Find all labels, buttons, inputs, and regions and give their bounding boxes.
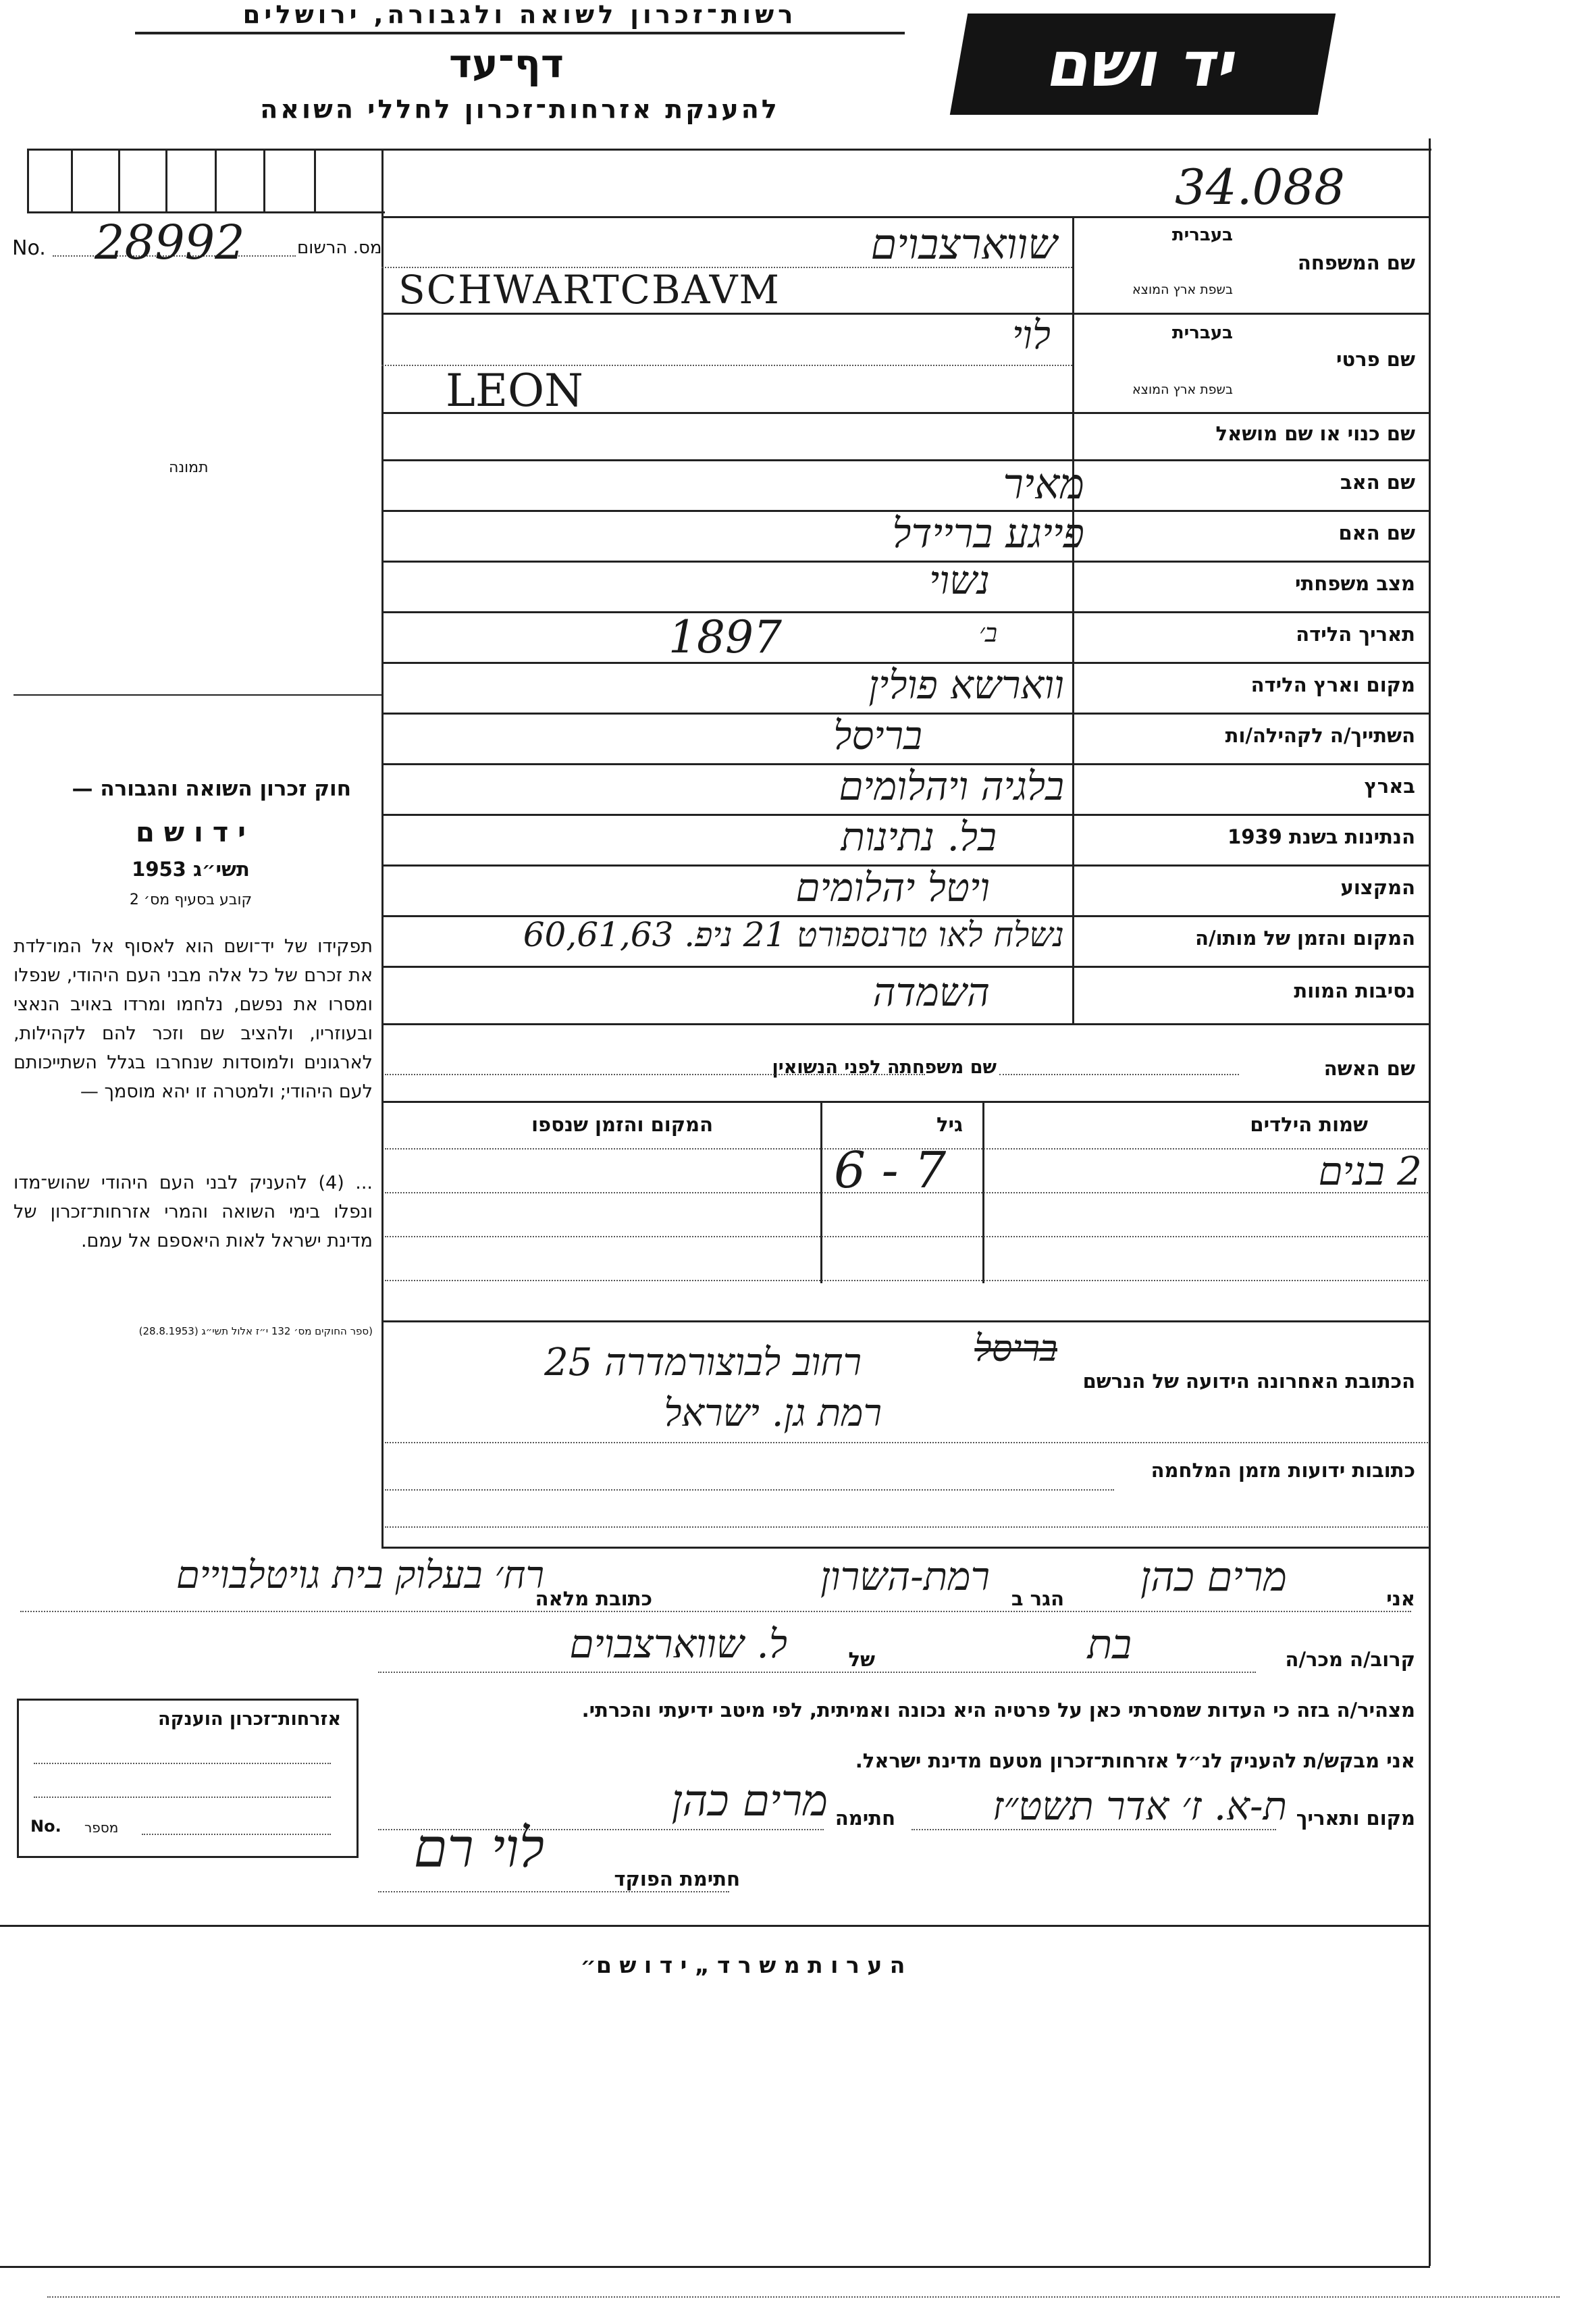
official-signature: לוי רם: [413, 1817, 544, 1880]
of-label: של: [848, 1648, 875, 1671]
official-label: חתימת הפוקד: [614, 1867, 740, 1890]
witness-i-label: אני: [1386, 1587, 1415, 1610]
place-date-value: ת-א. ז׳ אדר תשט״ז: [993, 1783, 1287, 1829]
last-address-struck: בריסל: [974, 1327, 1057, 1370]
signature-label: חתימה: [835, 1807, 895, 1830]
law-body: תפקידו של יד־ושם הוא לאסוף אל המו־לדת את זכרם של כל אלה מבני העם היהודי, שנפלו ומסרו את נפשם, נלחמו ומרדו באויב הנאצי ובעוזריו, ולהציב שם וזכר להם לקהילות, לארגונים ולמוסדות שנחרבו בגלל השתייכותם לעם היהודי; ולמטרה זו יהא מוסמך —: [14, 936, 373, 1102]
law-name: י ד ו ש ם: [136, 817, 246, 848]
relation-label: קרוב/ה מכר/ה: [1285, 1648, 1415, 1671]
law-item-4: ... (4) להעניק לבני העם היהודי שהוש־מדו ונפלו בימי השואה והמרי אזרחות־זכרון של מדינת ישראל לאות היאספם אל עמם.: [14, 1172, 373, 1251]
registration-number: 28992: [95, 215, 245, 270]
law-year: תשי״ג 1953: [132, 858, 250, 881]
surname-hebrew-value: שווארצבוים: [870, 220, 1057, 269]
surname-latin-value: SCHWARTCBAVM: [398, 267, 781, 313]
wartime-addresses-label: כתובות ידועות מזמן המלחמה: [1151, 1459, 1415, 1482]
witness-city: רמת-השרון: [820, 1553, 990, 1599]
yad-vashem-logo: יד ושם: [950, 14, 1336, 115]
relation-value: בת: [1087, 1621, 1132, 1668]
death-place-label: המקום והזמן של מותו/ה: [1195, 927, 1415, 950]
community-label: השתייך/ה לקהילה/ות: [1225, 724, 1415, 747]
birth-date-mark: ב׳: [979, 618, 998, 648]
wife-label: שם האשה: [1323, 1057, 1415, 1080]
death-cause-label: נסיבות המוות: [1294, 979, 1415, 1002]
marital-value: נשוי: [929, 557, 990, 603]
birth-date-label: תאריך הלידה: [1296, 623, 1415, 646]
death-cause-value: השמדה: [872, 969, 990, 1015]
country-value: בלגיה ויהלומים: [839, 763, 1064, 809]
signature-value: מרים כהן: [671, 1776, 828, 1826]
citizenship-label: הנתינות בשנת 1939: [1227, 825, 1415, 848]
law-title: חוק זכרון השואה והגבורה —: [72, 777, 351, 801]
father-value: מאיר: [1003, 459, 1084, 509]
country-label: בארץ: [1364, 775, 1415, 798]
request-text: אני מבקש/ת להעניק לנ״ל אזרחות־זכרון מטעם מדינת ישראל.: [855, 1749, 1415, 1772]
wife-maiden-label: שם משפחתה לפני הנשואין: [772, 1057, 997, 1078]
place-date-label: מקום ותאריך: [1296, 1807, 1415, 1830]
law-clause: קובע בסעיף מס׳ 2: [129, 892, 253, 908]
memorial-box-number-label: מספר: [84, 1819, 119, 1836]
last-address-value: רחוב לבוצורמדרה 25: [544, 1341, 862, 1385]
witness-address-label: כתובת מלאה: [535, 1587, 652, 1610]
profession-value: ויטל יהלומים: [795, 864, 990, 910]
form-subtitle: להענקת אזרחות־זכרון לחללי השואה: [260, 95, 780, 124]
last-address-line2: רמת גן. ישראל: [664, 1391, 882, 1435]
profession-label: המקצוע: [1340, 876, 1415, 899]
witness-lives-label: הגר ב: [1011, 1587, 1064, 1610]
of-value: ל. שווארצבוים: [569, 1621, 787, 1667]
birth-date-value: 1897: [668, 611, 782, 663]
first-name-hebrew-sublabel: בעברית: [1171, 323, 1233, 343]
first-name-latin-value: LEON: [446, 365, 583, 417]
first-name-label: שם פרטי: [1336, 348, 1415, 371]
witness-address: רח׳ בעלוק בית גויטלבויים: [176, 1553, 544, 1597]
authority-line: רשות־זכרון לשואה ולגבורה, ירושלים: [135, 0, 905, 34]
registration-label: מס. הרשום: [297, 238, 382, 258]
surname-label: שם המשפחה: [1297, 251, 1415, 274]
declaration-text: מצהיר/ה בזה כי העדות שמסרתי כאן על פרטיה היא נכונה ואמיתית, לפי מיטב ידיעתי והכרתי.: [581, 1699, 1415, 1722]
memorial-box-title: אזרחות־זכרון הוענקה: [158, 1709, 341, 1730]
witness-name: מרים כהן: [1140, 1553, 1287, 1601]
children-age-header: גיל: [936, 1113, 963, 1136]
mother-label: שם האם: [1338, 521, 1415, 544]
marital-label: מצב משפחתי: [1294, 572, 1415, 595]
last-address-label: הכתובת האחרונה הידועה של הנרשם: [1082, 1370, 1415, 1393]
children-names-header: שמות הילדים: [1250, 1113, 1368, 1136]
footer-remarks: ה ע ר ו ת מ ש ר ד „ י ד ו ש ם״: [580, 1952, 905, 1978]
birth-place-value: ווארשא פולין: [868, 662, 1064, 708]
surname-origin-sublabel: בשפת ארץ המוצא: [1132, 282, 1233, 297]
citizenship-value: בל. נתינות: [841, 814, 997, 860]
nickname-label: שם כנוי או שם מושאל: [1215, 422, 1415, 445]
form-number: 34.088: [1175, 159, 1345, 215]
mother-value: פייגע בריידל: [892, 510, 1084, 557]
photo-label: תמונה: [169, 459, 209, 476]
first-name-hebrew-value: לוי: [1011, 312, 1051, 358]
table-row-age: 6 - 7: [834, 1141, 947, 1199]
form-title: דף־עד: [448, 41, 564, 86]
registration-prefix: No.: [12, 236, 46, 260]
community-value: בריסל: [833, 713, 922, 758]
memorial-box-no: No.: [30, 1817, 61, 1836]
birth-place-label: מקום וארץ הלידה: [1250, 673, 1415, 696]
law-reference: (ספר החוקים מס׳ 132 י״ז אלול תשי״ג (28.8.1953): [138, 1325, 373, 1337]
first-name-origin-sublabel: בשפת ארץ המוצא: [1132, 382, 1233, 397]
table-row: 2 בנים: [1318, 1148, 1422, 1194]
father-label: שם האב: [1340, 471, 1415, 494]
children-place-header: המקום והזמן שנספו: [531, 1113, 713, 1136]
death-place-value: נשלח לאו טרנספורט 21 ניפ. 60,61,63: [523, 915, 1064, 954]
surname-hebrew-sublabel: בעברית: [1171, 225, 1233, 245]
